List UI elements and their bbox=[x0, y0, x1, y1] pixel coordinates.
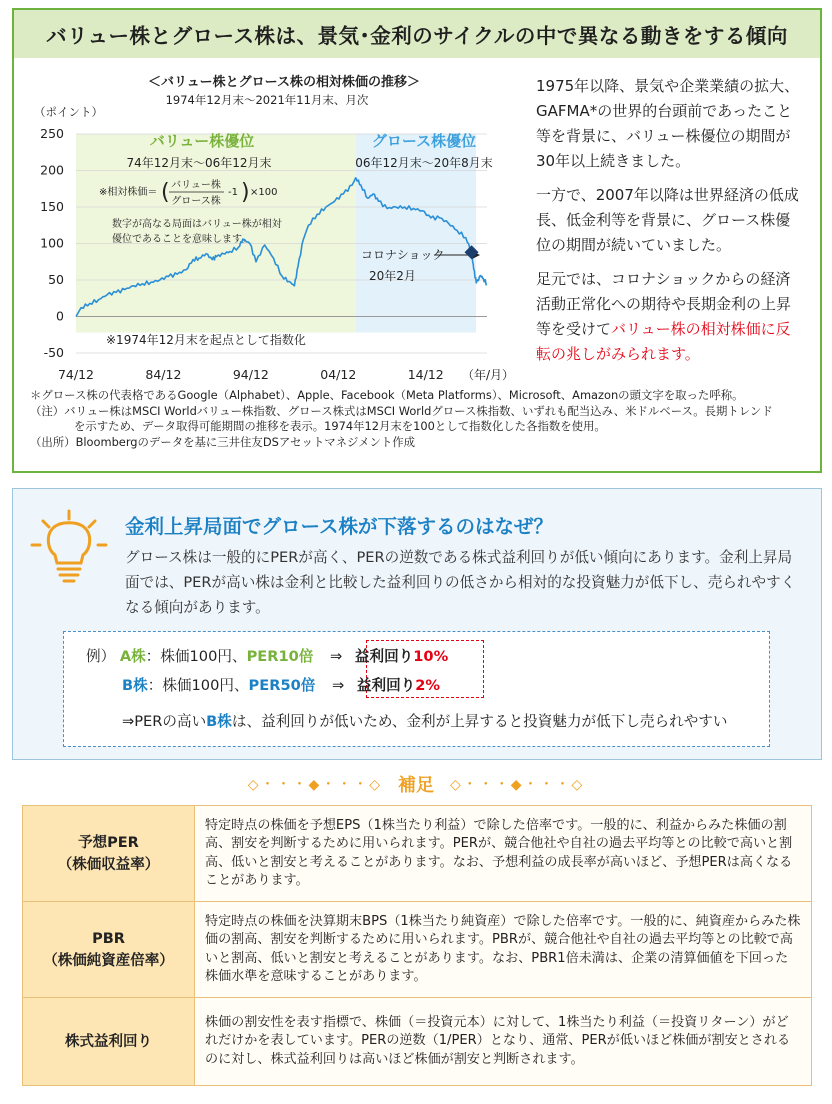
y-axis-unit: （ポイント） bbox=[34, 105, 103, 119]
formula-times: ×100 bbox=[250, 187, 278, 198]
commentary bbox=[536, 74, 804, 376]
section2-title: 金利上昇局面でグロース株が下落するのはなぜ？ bbox=[125, 515, 554, 538]
paragraph-3-red: バリュー株の相対株価に反転の兆しがみられます。 bbox=[536, 320, 791, 363]
y-tick-label: 100 bbox=[40, 235, 64, 251]
arrow-b: ⇒ bbox=[332, 677, 345, 694]
paragraph-3 bbox=[536, 267, 804, 367]
y-tick-label: 150 bbox=[40, 199, 64, 214]
formula-paren-open: ( bbox=[161, 180, 170, 205]
example-conclusion bbox=[122, 710, 728, 731]
term-cell bbox=[23, 998, 195, 1086]
formula-minus: -1 bbox=[228, 187, 238, 198]
covid-date: 20年2月 bbox=[369, 269, 416, 283]
definition-cell: 特定時点の株価を決算期末BPS（1株当たり純資産）で除した倍率です。一般的に、純資産からみた株価の割高、割安を判断するために用いられます。PBRが、競合他社や自社の過去平均等との比較で高いと割高、低いと割安と考えることがあります。なお、PBR1倍未満は、企業の清算価値を下回った株価水準を意味することがあります。 bbox=[195, 902, 812, 998]
supplement-title: 補足 bbox=[398, 775, 434, 796]
stock-a-name: A株 bbox=[119, 648, 146, 665]
chart-subtitle: 1974年12月末～2021年11月末、月次 bbox=[165, 93, 369, 107]
conclusion-2: は、益利回りが低いため、金利が上昇すると投資魅力が低下し売られやすい bbox=[231, 713, 728, 730]
glossary-table bbox=[22, 805, 812, 1086]
definition-cell: 株価の割安性を表す指標で、株価（＝投資元本）に対して、1株当たり利益（＝投資リターン）がどれだけかを表しています。PERの逆数（1/PER）となり、通常、PERが低いほど株価が割安とされるのに対し、株式益利回りは高いほど株価が割安と判断されます。 bbox=[195, 998, 812, 1086]
stock-a-per: PER10倍 bbox=[246, 648, 314, 665]
stock-a-text: ：株価100円、 bbox=[145, 648, 247, 665]
relative-price-chart bbox=[14, 64, 519, 382]
definition-cell: 特定時点の株価を予想EPS（1株当たり利益）で除した倍率です。一般的に、利益からみた株価の割高、割安を判断するために用いられます。PERが、競合他社や自社の過去平均等との比較で高いと割高、低いと割安と考えることがあります。なお、予想利益の成長率が高いほど、予想PERは高くなることがあります。 bbox=[195, 806, 812, 902]
heading-ornament-right: ◇・・・◆・・・◇ bbox=[450, 777, 585, 793]
section2-body: グロース株は一般的にPERが高く、PERの逆数である株式益利回りが低い傾向にあります。金利上昇局面では、PERが高い株は金利と比較した益利回りの低さから相対的な投資魅力が低下し、売られやすくなる傾向があります。 bbox=[125, 549, 796, 616]
example-box bbox=[63, 631, 770, 747]
x-tick-label: 84/12 bbox=[145, 367, 182, 382]
formula-note-1: 数字が高なる局面はバリュー株が相対 bbox=[112, 219, 282, 230]
x-axis-unit: （年/月） bbox=[462, 368, 515, 382]
y-tick-label: -50 bbox=[43, 345, 64, 360]
formula-paren-close: ) bbox=[241, 180, 250, 205]
formula-numerator: バリュー株 bbox=[171, 180, 221, 191]
footnote-gafma: ＊グロース株の代表格であるGoogle（Alphabet）、Apple、Facebook（Meta Platforms）、Microsoft、Amazonの頭文字を取った呼称。 bbox=[30, 388, 744, 402]
y-tick-label: 50 bbox=[48, 272, 64, 287]
formula-left: ※相対株価＝ bbox=[99, 187, 158, 198]
stock-b-name: B株 bbox=[122, 677, 148, 694]
stock-b-text: ：株価100円、 bbox=[147, 677, 249, 694]
value-growth-section bbox=[12, 8, 822, 473]
term-name: 予想PER bbox=[78, 834, 139, 851]
example-prefix: 例） bbox=[86, 648, 116, 665]
term-name: PBR bbox=[92, 930, 125, 947]
footnotes bbox=[30, 388, 820, 450]
formula-note-2: 優位であることを意味します。 bbox=[112, 234, 252, 245]
term-name: 株式益利回り bbox=[65, 1033, 152, 1050]
formula-denominator: グロース株 bbox=[171, 196, 221, 207]
paragraph-3-normal: 足元では、コロナショックからの経済活動正常化への期待や長期金利の上昇等を受けて bbox=[536, 270, 792, 338]
stock-b-yield: 2% bbox=[415, 677, 441, 694]
value-period: 74年12月末～06年12月末 bbox=[126, 156, 272, 170]
growth-period: 06年12月末～20年8月末 bbox=[355, 156, 493, 170]
arrow-a: ⇒ bbox=[330, 648, 343, 665]
x-tick-label: 04/12 bbox=[320, 367, 357, 382]
term-sub: （株価純資産倍率） bbox=[43, 952, 174, 969]
supplement-heading bbox=[0, 768, 832, 800]
example-row-b bbox=[122, 674, 440, 695]
conclusion-1: ⇒PERの高い bbox=[122, 713, 207, 730]
stock-b-yield-label: 益利回り bbox=[356, 677, 416, 694]
paragraph-2: 一方で、2007年以降は世界経済の低成長、低金利等を背景に、グロース株優位の期間が続いていました。 bbox=[536, 186, 799, 254]
table-row bbox=[23, 806, 812, 902]
table-row bbox=[23, 902, 812, 998]
y-tick-label: 250 bbox=[40, 126, 64, 141]
chart-title: ＜バリュー株とグロース株の相対株価の推移＞ bbox=[148, 75, 420, 90]
example-row-a bbox=[86, 645, 448, 666]
y-tick-label: 200 bbox=[40, 162, 64, 178]
base-note: ※1974年12月末を起点として指数化 bbox=[106, 333, 306, 347]
table-row bbox=[23, 998, 812, 1086]
y-tick-label: 0 bbox=[56, 308, 64, 324]
conclusion-stock-b: B株 bbox=[206, 713, 232, 730]
footnote-note-1: （注）バリュー株はMSCI Worldバリュー株指数、グロース株式はMSCI Worldグロース株指数、いずれも配当込み、米ドルベース。長期トレンド bbox=[30, 403, 773, 418]
term-cell bbox=[23, 806, 195, 902]
footnote-source: （出所）Bloombergのデータを基に三井住友DSアセットマネジメント作成 bbox=[30, 434, 416, 449]
paragraph-1: 1975年以降、景気や企業業績の拡大、GAFMA*の世界的台頭前であったこと等を背景に、バリュー株優位の期間が30年以上続きました。 bbox=[536, 77, 800, 170]
stock-a-yield-label: 益利回り bbox=[354, 648, 414, 665]
footnote-note-2: を示すため、データ取得可能期間の推移を表示。1974年12月末を100として指数化した各指数を使用。 bbox=[74, 419, 606, 433]
x-tick-label: 94/12 bbox=[232, 367, 269, 382]
x-tick-label: 14/12 bbox=[407, 367, 444, 382]
lightbulb-icon bbox=[29, 507, 109, 587]
term-cell bbox=[23, 902, 195, 998]
stock-b-per: PER50倍 bbox=[248, 677, 316, 694]
value-label: バリュー株優位 bbox=[149, 132, 255, 150]
section-title: バリュー株とグロース株は、景気･金利のサイクルの中で異なる動きをする傾向 bbox=[14, 10, 820, 58]
growth-label: グロース株優位 bbox=[371, 132, 477, 150]
why-growth-falls-section bbox=[12, 488, 822, 760]
heading-ornament-left: ◇・・・◆・・・◇ bbox=[247, 777, 382, 793]
term-sub: （株価収益率） bbox=[57, 856, 160, 873]
stock-a-yield: 10% bbox=[413, 648, 449, 665]
chart-svg bbox=[14, 64, 519, 382]
x-tick-label: 74/12 bbox=[57, 367, 94, 382]
covid-label: コロナショック bbox=[361, 248, 445, 262]
